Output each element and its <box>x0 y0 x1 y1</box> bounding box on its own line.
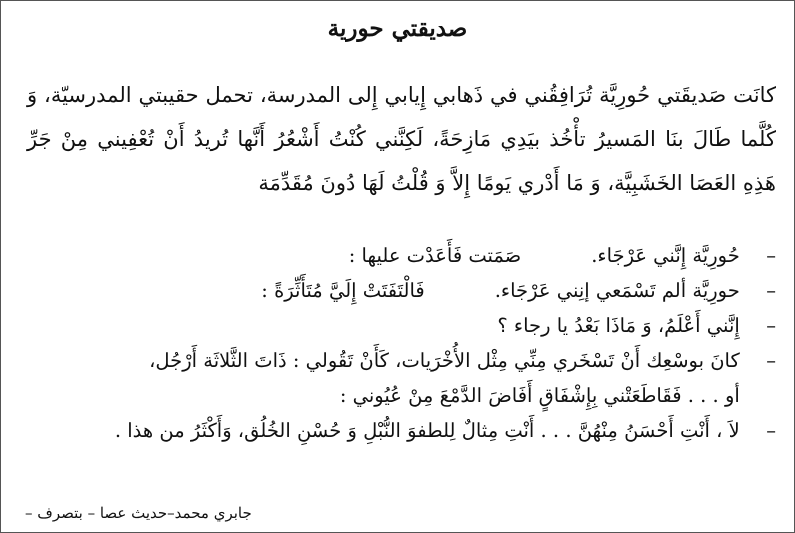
dialogue-line-text: كانَ بوسْعِك أَنْ تَسْخَري مِنِّي مِثْل الأُخْرَيات، كَأَنْ تَقُولي : ذَاتَ الثَّلاثَة أَرْجُل، <box>149 349 740 372</box>
dialogue-dash: – <box>766 349 776 372</box>
dialogue-dash: – <box>766 419 776 442</box>
dialogue-line-text: حُورِيَّة إِنَّني عَرْجَاء. <box>591 244 740 267</box>
dialogue-line-text: حورِيَّة ألم تَسْمَعي إنِني عَرْجَاء. <box>494 279 740 302</box>
dialogue-dash: – <box>766 314 776 337</box>
story-paragraph <box>27 73 776 205</box>
dialogue-dash: – <box>766 244 776 267</box>
dialogue-line-text: إِنَّني أَعْلَمُ، وَ مَاذَا بَعْدُ يا رجاء ؟ <box>497 314 740 337</box>
dialogue-line-text: لاَ ، أَنْتِ أَحْسَنُ مِنْهُنَّ . . . أَنْتِ مِثالٌ لِلطفوَ النُّبْلِ وَ حُسْنِ الخُلُق، وَأَكْثَرُ من هذا . <box>114 419 740 442</box>
dialogue-line <box>27 273 776 308</box>
dialogue-block <box>27 238 776 448</box>
dialogue-line-narration: فَالْتَفَتَتْ إِلَيَّ مُتَأَثِّرَةً : <box>261 279 425 302</box>
dialogue-line <box>27 238 776 273</box>
dialogue-line <box>27 308 776 343</box>
dialogue-continuation-text: أو . . . فَقَاطَعَتْني بِإِشْفَاقٍ أَفَاضَ الدَّمْعَ مِنْ عُيُوني : <box>339 384 740 407</box>
page-title: صديقتي حورية <box>327 15 468 42</box>
dialogue-line-narration: صَمَتت فَأَعَدْت عليها : <box>348 244 522 267</box>
dialogue-continuation <box>27 378 776 413</box>
paragraph-text: كانَت صَديقَتي حُورِيَّة تُرَافِقُني في ذَهابي إِيابي إِلى المدرسة، تحمل حقيبتي المدرسيّة، وَ كُلَّما طَالَ بنَا المَسيرُ تأْخُذ بيَدِي مَازِحَةً، لَكِنَّني كُنْتُ أَشْعُرُ أَنَّها تُريدُ أَنْ تُعْفِيني مِنْ جَرِّ هَذِهِ العَصَا الخَشَبِيَّة، وَ مَا أَدْري يَومًا إِلاَّ وَ قُلْتُ لَهَا دُونَ مُقَدِّمَة <box>27 83 776 195</box>
dialogue-dash: – <box>766 279 776 302</box>
dialogue-line <box>27 343 776 378</box>
dialogue-line <box>27 413 776 448</box>
source-citation: جابري محمد–حديث عصا – بتصرف – <box>25 504 252 522</box>
